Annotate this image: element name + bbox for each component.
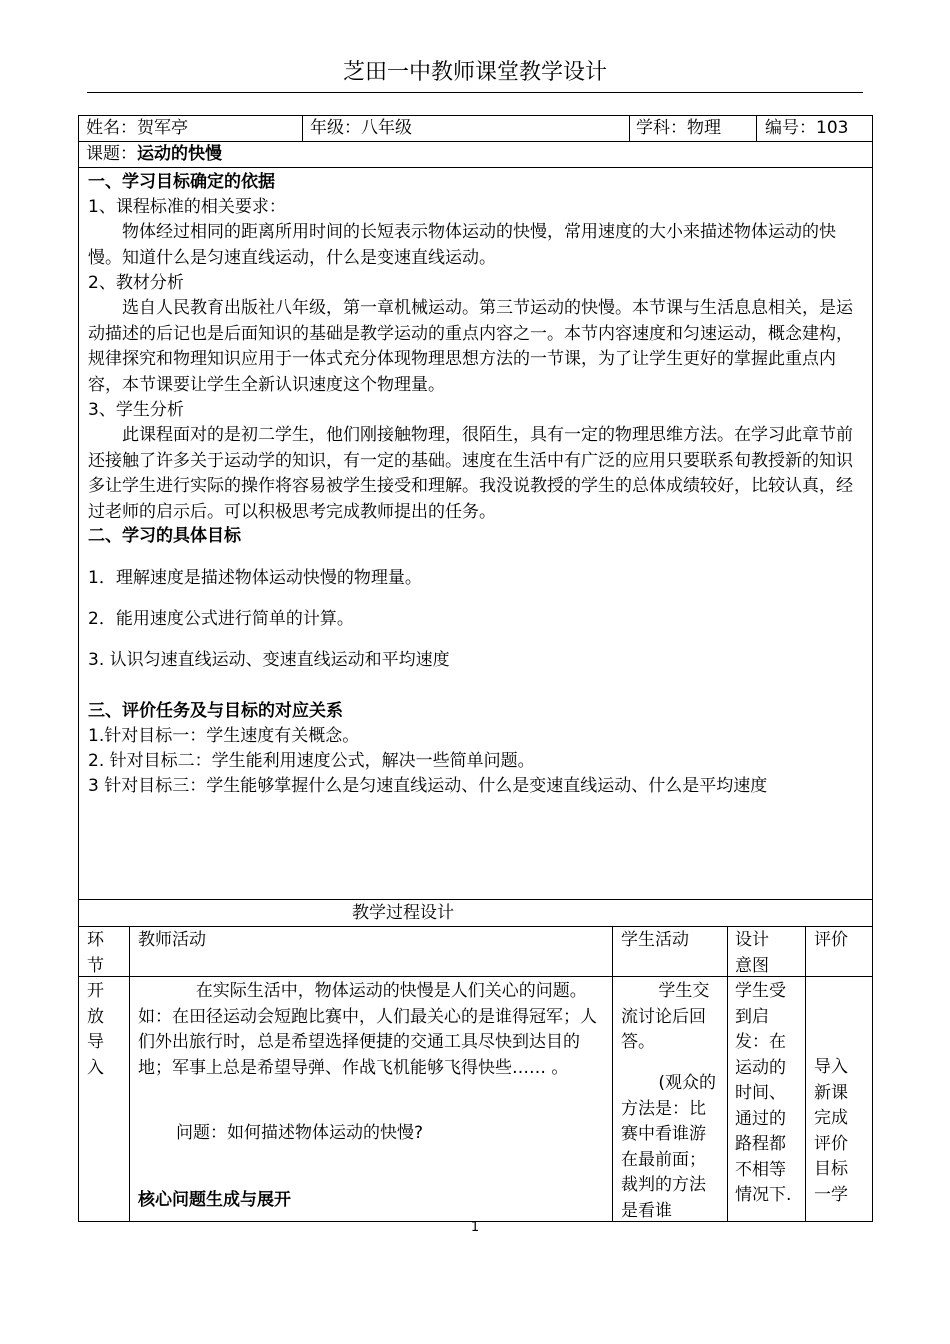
- header-stage: 环 节: [87, 930, 104, 976]
- student-activity-p1: 学生交流讨论后回答。: [621, 981, 710, 1052]
- goal-item-1: 1．理解速度是描述物体运动快慢的物理量。: [88, 568, 422, 588]
- topic-value: 运动的快慢: [137, 144, 222, 164]
- goal-item-2: 2．能用速度公式进行简单的计算。: [88, 609, 354, 629]
- goal-item-3: 3. 认识匀速直线运动、变速直线运动和平均速度: [88, 650, 450, 670]
- topic-label: 课题：: [86, 144, 137, 164]
- process-col-divider-3: [727, 926, 728, 1222]
- section1-p2: 选自人民教育出版社八年级，第一章机械运动。第三节运动的快慢。本节课与生活息息相关，是运动描述的后记也是后面知识的基础是教学运动的重点内容之一。本节内容速度和匀速运动，概念建构，规律探究和物理知识应用于一体式充分体现物理思想方法的一节课，为了让学生更好的掌握此重点内容，本节课要让学生全新认识速度这个物理量。: [88, 298, 853, 395]
- process-title: 教学过程设计: [352, 903, 454, 923]
- section1-p1: 物体经过相同的距离所用时间的长短表示物体运动的快慢，常用速度的大小来描述物体运动的快慢。知道什么是匀速直线运动，什么是变速直线运动。: [88, 222, 836, 268]
- header-intent: 设计 意图: [735, 930, 769, 976]
- process-col-divider-4: [805, 926, 806, 1222]
- process-col-divider-2: [612, 926, 613, 1222]
- section1-p3: 此课程面对的是初二学生，他们刚接触物理，很陌生，具有一定的物理思维方法。在学习此章节前还接触了许多关于运动学的知识，有一定的基础。速度在生活中有广泛的应用只要联系旬教授新的知识多让学生进行实际的操作将容易被学生接受和理解。我没说教授的学生的总体成绩较好，比较认真，经过老师的启示后。可以积极思考完成教师提出的任务。: [88, 425, 853, 522]
- teacher-activity-question: 问题：如何描述物体运动的快慢?: [176, 1123, 424, 1143]
- info-col-divider-3: [756, 115, 757, 141]
- section3-heading: 三、评价任务及与目标的对应关系: [88, 701, 343, 721]
- stage-cell: 开 放 导 入: [87, 981, 104, 1078]
- section1-sub1: 1、课程标准的相关要求：: [88, 197, 286, 217]
- eval-item-1: 1.针对目标一：学生速度有关概念。: [88, 726, 360, 746]
- info-col-divider-2: [629, 115, 630, 141]
- teacher-activity-core: 核心问题生成与展开: [138, 1190, 291, 1210]
- lesson-topic: [86, 142, 222, 167]
- section2-heading: 二、学习的具体目标: [88, 526, 241, 546]
- eval-item-2: 2. 针对目标二：学生能利用速度公式，解决一些简单问题。: [88, 751, 535, 771]
- lesson-number: 编号：103: [765, 118, 849, 138]
- intent-cell: 学生受 到启 发：在 运动的 时间、 通过的 路程都 不相等 情况下.: [735, 981, 792, 1205]
- eval-item-3: 3 针对目标三：学生能够掌握什么是匀速直线运动、什么是变速直线运动、什么是平均速度: [88, 776, 768, 796]
- header-student: 学生活动: [621, 930, 689, 950]
- process-title-divider: [78, 926, 873, 927]
- section1-sub2: 2、教材分析: [88, 273, 184, 293]
- process-col-divider-1: [129, 926, 130, 1222]
- title-underline: [87, 92, 863, 93]
- section1-sub3: 3、学生分析: [88, 400, 184, 420]
- grade: 年级：八年级: [310, 118, 412, 138]
- page-number: 1: [470, 1220, 480, 1235]
- document-title: 芝田一中教师课堂教学设计: [342, 60, 607, 85]
- subject: 学科：物理: [636, 118, 721, 138]
- topic-row-divider: [78, 167, 873, 168]
- header-eval: 评价: [814, 930, 848, 950]
- section1-heading: 一、学习目标确定的依据: [88, 172, 275, 192]
- teacher-activity-p1: 在实际生活中，物体运动的快慢是人们关心的问题。如：在田径运动会短跑比赛中，人们最关心的是谁得冠军；人们外出旅行时，总是希望选择便捷的交通工具尽快到达目的地；军事上总是希望导弹、作战飞机能够飞得快些…… 。: [138, 981, 597, 1078]
- header-teacher: 教师活动: [138, 930, 206, 950]
- info-col-divider-1: [302, 115, 303, 141]
- student-activity-p2: (观众的方法是：比赛中看谁游在最前面；裁判的方法是看谁: [621, 1073, 717, 1221]
- teacher-name: 姓名：贺军亭: [86, 118, 188, 138]
- eval-cell: 导入 新课 完成 评价 目标 一学: [814, 1057, 848, 1205]
